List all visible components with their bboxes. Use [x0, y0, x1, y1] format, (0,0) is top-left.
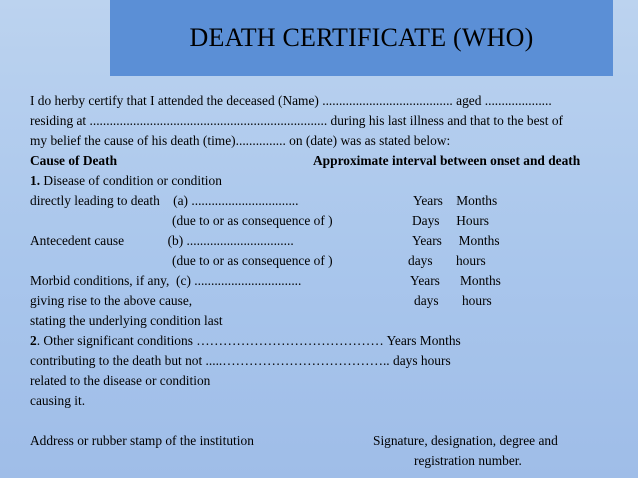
intro-line-3: my belief the cause of his death (time)............... on (date) was as stated below:	[30, 133, 451, 148]
part1-c-units: Years Months	[410, 273, 501, 288]
part2-line-2: contributing to the death but not .....……………………………….. days hours	[30, 353, 451, 368]
part1-heading	[30, 172, 222, 190]
part2-number: 2	[30, 333, 37, 348]
part1-title: Disease of condition or condition	[40, 173, 222, 188]
footer-signature: Signature, designation, degree and	[373, 433, 558, 448]
part2-line-4: causing it.	[30, 393, 86, 408]
footer-registration: registration number.	[414, 453, 522, 468]
part1-a-label: directly leading to death (a) ................................	[30, 193, 299, 208]
part1-a-due-units: Days Hours	[412, 213, 489, 228]
intro-line-1: I do herby certify that I attended the deceased (Name) ....................................... aged ....................	[30, 93, 552, 108]
title-band	[110, 0, 613, 76]
part1-c-line3: stating the underlying condition last	[30, 313, 223, 328]
part1-b-due: (due to or as consequence of )	[172, 253, 333, 268]
part1-number: 1.	[30, 173, 41, 188]
part2-line-1	[30, 332, 461, 350]
intro-line-2: residing at ....................................................................... during his last illness and that to the best of	[30, 113, 563, 128]
part1-c-line2: giving rise to the above cause,	[30, 293, 193, 308]
part1-b-units: Years Months	[412, 233, 500, 248]
cause-header: Cause of Death	[30, 153, 118, 168]
part1-c-line2-units: days hours	[414, 293, 492, 308]
interval-header: Approximate interval between onset and death	[313, 153, 581, 168]
part1-c-label: Morbid conditions, if any, (c) ................................	[30, 273, 302, 288]
footer-address: Address or rubber stamp of the institution	[30, 433, 254, 448]
part1-b-due-units: days hours	[408, 253, 486, 268]
page-title: DEATH CERTIFICATE (WHO)	[189, 23, 534, 52]
part2-line-1-text: . Other significant conditions …………………………………… Years Months	[36, 333, 461, 348]
part1-b-label: Antecedent cause (b) ................................	[30, 233, 294, 248]
part2-line-3: related to the disease or condition	[30, 373, 211, 388]
part1-a-due: (due to or as consequence of )	[172, 213, 333, 228]
part1-a-units: Years Months	[413, 193, 498, 208]
